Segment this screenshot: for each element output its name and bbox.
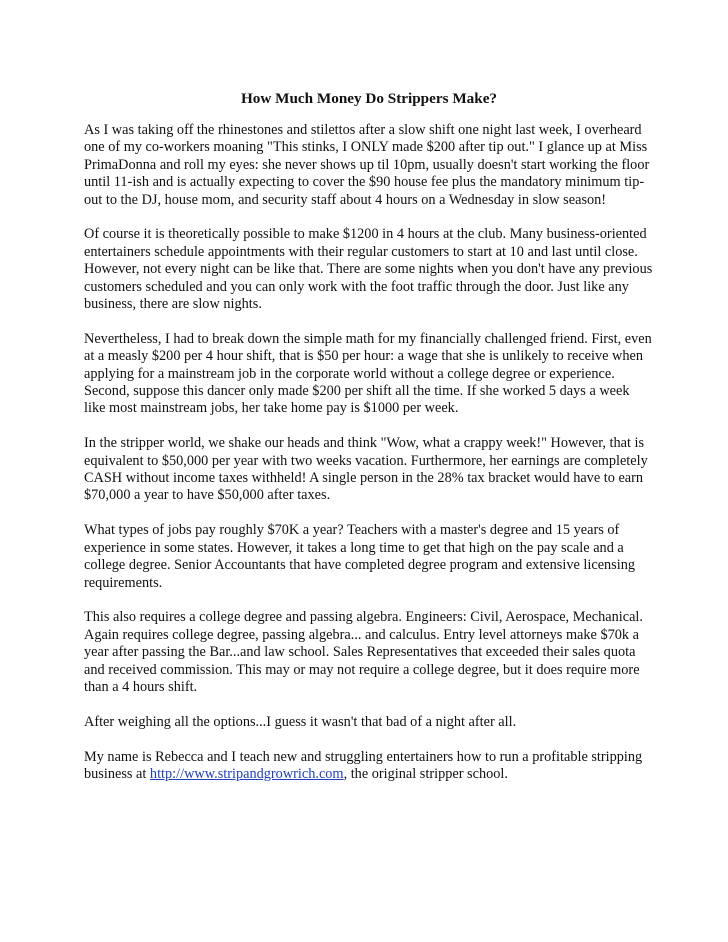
paragraph-jobs-70k: What types of jobs pay roughly $70K a year? Teachers with a master's degree and 15 years of experience in some states. However, it takes a long time to get that high on the pay scale and a college degree. Senior Accountants that have completed degree program and extensive licensing requirements. bbox=[84, 522, 636, 591]
document-title: How Much Money Do Strippers Make? bbox=[240, 90, 498, 107]
paragraph-conclusion: After weighing all the options...I guess it wasn't that bad of a night after all. bbox=[84, 713, 517, 730]
paragraph-degree-requirements: This also requires a college degree and passing algebra. Engineers: Civil, Aerospace, Mechanical. Again requires college degree, passing algebra... and calculus. Entry level attorneys make $70k a year after passing the Bar...and law school. Sales Representatives that exceeded their sales quota and received commission. This may or may not require a college degree, but it does require more than a 4 hours shift. bbox=[84, 609, 643, 695]
website-link[interactable]: http://www.stripandgrowrich.com bbox=[149, 765, 344, 782]
paragraph-stripper-world: In the stripper world, we shake our heads and think "Wow, what a crappy week!" However, that is equivalent to $50,000 per year with two weeks vacation. Furthermore, her earnings are completely CASH without income taxes withheld! A single person in the 28% tax bracket would have to earn $70,000 a year to have $50,000 after taxes. bbox=[84, 435, 648, 504]
closing-text-before-link: My name is Rebecca and I teach new and struggling entertainers how to run a profitable stripping business at bbox=[84, 748, 643, 782]
paragraph-simple-math: Nevertheless, I had to break down the simple math for my financially challenged friend. First, even at a measly $200 per 4 hour shift, that is $50 per hour: a wage that she is unlikely to receive when applying for a mainstream job in the corporate world without a college degree or experience. Second, suppose this dancer only made $200 per shift all the time. If she worked 5 days a week like most mainstream jobs, her take home pay is $1000 per week. bbox=[84, 330, 652, 417]
document-page bbox=[84, 90, 654, 801]
closing-text-after-link: , the original stripper school. bbox=[343, 765, 508, 782]
paragraph-possible-earnings: Of course it is theoretically possible to make $1200 in 4 hours at the club. Many business-oriented entertainers schedule appointments with their regular customers to start at 10 and last until close. However, not every night can be like that. There are some nights when you don't have any previous customers scheduled and you can only work with the foot traffic through the door. Just like any business, there are slow nights. bbox=[84, 226, 653, 313]
paragraph-closing bbox=[84, 749, 654, 784]
paragraph-intro: As I was taking off the rhinestones and stilettos after a slow shift one night last week, I overheard one of my co-workers moaning "This stinks, I ONLY made $200 after tip out." I glance up at Miss PrimaDonna and roll my eyes: she never shows up til 10pm, usually doesn't start working the floor until 11-ish and is actually expecting to cover the $90 house fee plus the mandatory minimum tip-out to the DJ, house mom, and security staff about 4 hours on a Wednesday in slow season! bbox=[84, 122, 650, 208]
